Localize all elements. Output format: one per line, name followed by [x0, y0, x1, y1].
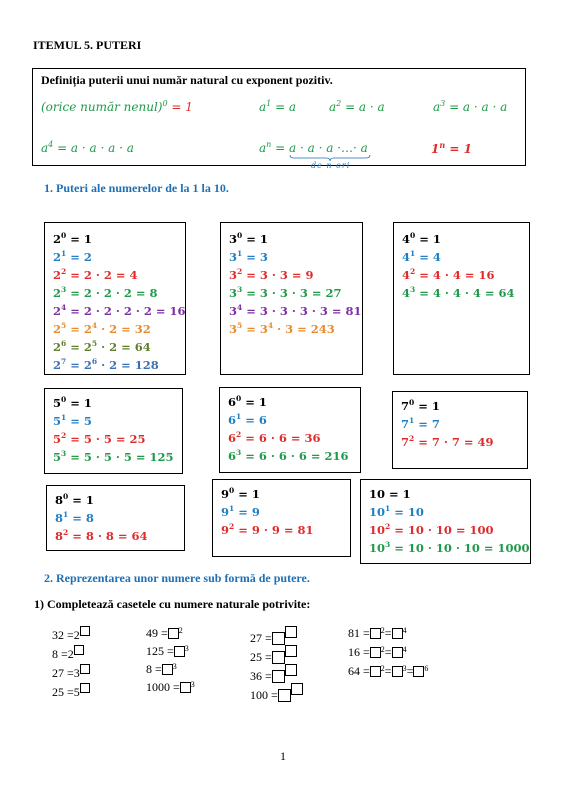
- powers-box-9: [212, 479, 351, 557]
- answer-box-base[interactable]: [272, 651, 285, 664]
- power-line: $6^0 = 1$: [228, 394, 267, 409]
- power-line: $5^3 = 5 \cdot 5 \cdot 5 = 125$: [53, 449, 174, 464]
- page-title: ITEMUL 5. PUTERI: [33, 38, 142, 52]
- answer-box[interactable]: [392, 628, 403, 639]
- power-line: $10^2 = 10 \cdot 10 = 100$: [369, 522, 494, 537]
- exercise-c1-3: 25 = 5: [52, 683, 90, 700]
- formula-zero-exponent: (orice număr nenul)$^0$ = 1: [41, 99, 193, 114]
- answer-box-exponent[interactable]: [285, 664, 297, 676]
- power-line: $9^2 = 9 \cdot 9 = 81$: [221, 522, 314, 537]
- exercise-c4-2: 64 = 2 = 3 = 6: [348, 664, 429, 678]
- powers-box-6: [219, 387, 361, 473]
- power-line: $4^0 = 1$: [402, 231, 441, 246]
- answer-box[interactable]: [392, 647, 403, 658]
- answer-box[interactable]: [413, 666, 424, 677]
- power-line: $3^0 = 1$: [229, 231, 268, 246]
- definition-box: [32, 68, 526, 170]
- power-line: $4^3 = 4 \cdot 4 \cdot 4 = 64$: [402, 285, 515, 300]
- exercise-c3-2: 36 =: [250, 664, 297, 684]
- section-2-heading: 2. Reprezentarea unor numere sub formă de putere.: [44, 571, 310, 585]
- exercise-c2-3: 1000 = 3: [146, 680, 195, 694]
- powers-box-8: [46, 485, 185, 551]
- power-line: $2^7 = 2^6 \cdot 2 = 128$: [53, 357, 159, 372]
- power-line: $8^0 = 1$: [55, 492, 94, 507]
- power-line: $2^5 = 2^4 \cdot 2 = 32$: [53, 321, 151, 336]
- answer-box[interactable]: [370, 666, 381, 677]
- powers-box-5: [44, 388, 183, 474]
- power-line: $4^1 = 4$: [402, 249, 441, 264]
- formula-cube: $a^3 = a \cdot a \cdot a$: [433, 99, 508, 114]
- powers-box-7: [392, 391, 528, 469]
- answer-box[interactable]: [162, 664, 173, 675]
- power-line: $7^2 = 7 \cdot 7 = 49$: [401, 434, 494, 449]
- exercise-c3-0: 27 =: [250, 626, 297, 646]
- exercise-c3-1: 25 =: [250, 645, 297, 665]
- answer-box[interactable]: [80, 626, 90, 636]
- power-line: $2^1 = 2$: [53, 249, 92, 264]
- power-line: $5^2 = 5 \cdot 5 = 25$: [53, 431, 146, 446]
- formula-square: $a^2 = a \cdot a$: [329, 99, 385, 114]
- underbrace-label: de n ori: [311, 161, 351, 170]
- power-line: $5^0 = 1$: [53, 395, 92, 410]
- power-line: $4^2 = 4 \cdot 4 = 16$: [402, 267, 495, 282]
- power-line: $2^6 = 2^5 \cdot 2 = 64$: [53, 339, 151, 354]
- answer-box[interactable]: [370, 628, 381, 639]
- exercise-c2-0: 49 = 2: [146, 626, 183, 640]
- answer-box-exponent[interactable]: [291, 683, 303, 695]
- powers-box-3: [220, 222, 363, 375]
- exercise-c4-1: 16 = 2 = 4: [348, 645, 407, 659]
- task-instruction: 1) Completează casetele cu numere naturale potrivite:: [34, 597, 311, 611]
- power-line: $10^1 = 10$: [369, 504, 424, 519]
- exercise-c2-1: 125 = 3: [146, 644, 189, 658]
- formula-fourth-power: $a^4 = a \cdot a \cdot a \cdot a$: [41, 140, 134, 155]
- powers-box-2: [44, 222, 186, 375]
- page-number: 1: [280, 749, 286, 763]
- power-line: $9^1 = 9$: [221, 504, 260, 519]
- power-line: $5^1 = 5$: [53, 413, 92, 428]
- power-line: $3^1 = 3$: [229, 249, 268, 264]
- formula-one-power: $1^n = 1$: [431, 140, 472, 156]
- power-line: $6^2 = 6 \cdot 6 = 36$: [228, 430, 321, 445]
- exercise-c2-2: 8 = 3: [146, 662, 177, 676]
- power-line: 10 = 1: [369, 486, 411, 501]
- power-line: $8^2 = 8 \cdot 8 = 64$: [55, 528, 148, 543]
- exercise-c1-1: 8 = 2: [52, 645, 84, 662]
- power-line: $6^3 = 6 \cdot 6 \cdot 6 = 216$: [228, 448, 349, 463]
- power-line: $2^4 = 2 \cdot 2 \cdot 2 \cdot 2 = 16$: [53, 303, 186, 318]
- answer-box[interactable]: [392, 666, 403, 677]
- formula-nth-power: $a^n = a \cdot a \cdot a$ ·…· a de n ori: [259, 140, 368, 155]
- exercise-c1-0: 32 = 2: [52, 626, 90, 643]
- power-line: $3^3 = 3 \cdot 3 \cdot 3 = 27$: [229, 285, 342, 300]
- answer-box[interactable]: [80, 683, 90, 693]
- power-line: $7^1 = 7$: [401, 416, 440, 431]
- section-1-heading: 1. Puteri ale numerelor de la 1 la 10.: [44, 181, 229, 195]
- exercise-c4-0: 81 = 2 = 4: [348, 626, 407, 640]
- power-line: $8^1 = 8$: [55, 510, 94, 525]
- powers-box-10: [360, 479, 531, 564]
- power-line: $3^5 = 3^4 \cdot 3 = 243$: [229, 321, 335, 336]
- power-line: $6^1 = 6$: [228, 412, 267, 427]
- answer-box[interactable]: [74, 645, 84, 655]
- exercise-c1-2: 27 = 3: [52, 664, 90, 681]
- answer-box[interactable]: [80, 664, 90, 674]
- power-line: $3^2 = 3 \cdot 3 = 9$: [229, 267, 314, 282]
- powers-box-4: [393, 222, 530, 375]
- power-line: $10^3 = 10 \cdot 10 \cdot 10 = 1000$: [369, 540, 530, 555]
- answer-box[interactable]: [180, 682, 191, 693]
- answer-box-exponent[interactable]: [285, 626, 297, 638]
- power-line: $2^0 = 1$: [53, 231, 92, 246]
- answer-box[interactable]: [174, 646, 185, 657]
- definition-heading: Definiția puterii unui număr natural cu exponent pozitiv.: [41, 73, 333, 87]
- answer-box-base[interactable]: [272, 632, 285, 645]
- answer-box[interactable]: [168, 628, 179, 639]
- power-line: $3^4 = 3 \cdot 3 \cdot 3 \cdot 3 = 81$: [229, 303, 362, 318]
- power-line: $2^2 = 2 \cdot 2 = 4$: [53, 267, 138, 282]
- answer-box-base[interactable]: [272, 670, 285, 683]
- formula-first-power: $a^1 = a$: [259, 99, 297, 114]
- power-line: $2^3 = 2 \cdot 2 \cdot 2 = 8$: [53, 285, 158, 300]
- answer-box-base[interactable]: [278, 689, 291, 702]
- power-line: $9^0 = 1$: [221, 486, 260, 501]
- exercise-c3-3: 100 =: [250, 683, 303, 703]
- power-line: $7^0 = 1$: [401, 398, 440, 413]
- answer-box[interactable]: [370, 647, 381, 658]
- answer-box-exponent[interactable]: [285, 645, 297, 657]
